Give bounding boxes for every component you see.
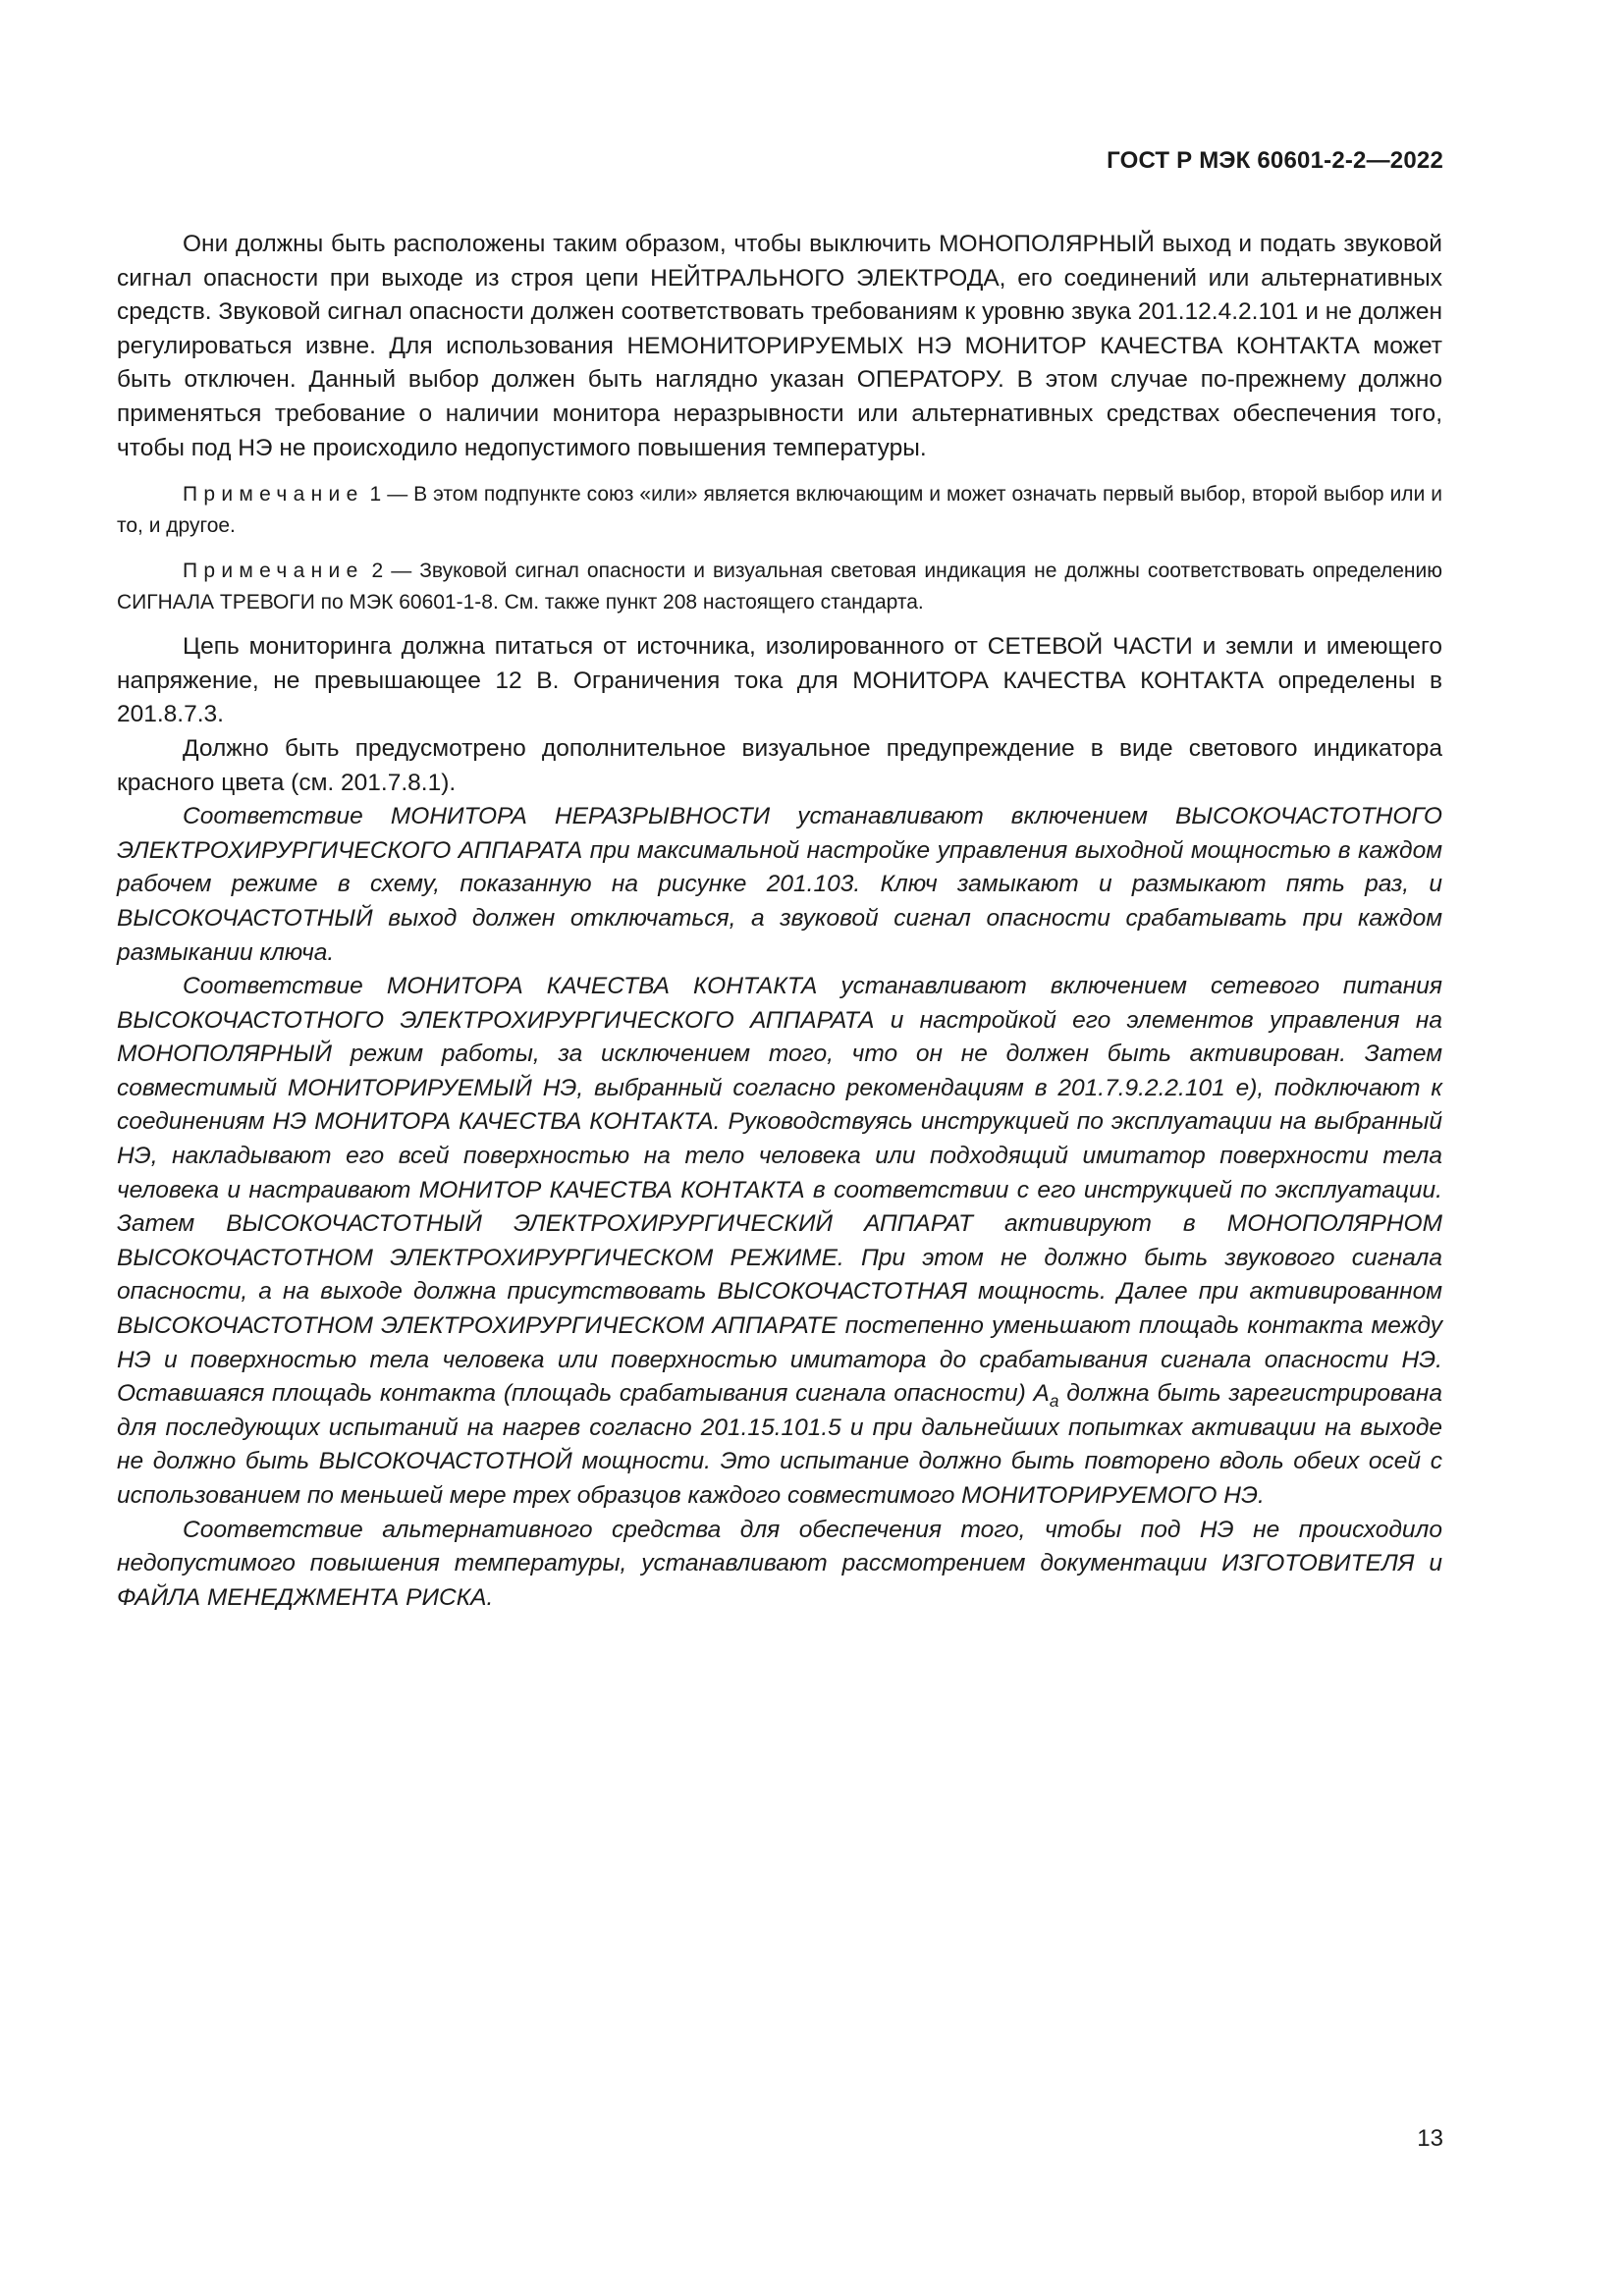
paragraph-monitoring-circuit: Цепь мониторинга должна питаться от источника, изолированного от СЕТЕВОЙ ЧАСТИ и земли и имеющего напряжение, не превышающее 12 В. Ограничения тока для МОНИТОРА КАЧЕСТВА КОНТАКТА определены в 201.8.7.3. (117, 633, 1442, 728)
note-1-label: Примечание (183, 483, 364, 507)
paragraph-contact-quality-compliance (117, 970, 1442, 1514)
contact-quality-text-part2: должна быть зарегистрирована для последующих испытаний на нагрев согласно 201.15.101.5 и при дальнейших попытках активации на выходе не должно быть ВЫСОКОЧАСТОТНОЙ мощности. Это испытание должно быть повторено вдоль обеих осей с использованием по меньшей мере трех образцов каждого совместимого МОНИТОРИРУЕМОГО НЭ. (117, 1380, 1442, 1509)
page-number: 13 (1417, 2125, 1443, 2152)
page-body (117, 228, 1442, 1615)
note-2-label: Примечание (183, 560, 364, 583)
note-2-text: 2 — Звуковой сигнал опасности и визуальная световая индикация не должны соответствовать определению СИГНАЛА ТРЕВОГИ по МЭК 60601-1-8. См. также пункт 208 настоящего стандарта. (117, 560, 1442, 614)
paragraph-visual-warning: Должно быть предусмотрено дополнительное визуальное предупреждение в виде светового индикатора красного цвета (см. 201.7.8.1). (117, 734, 1442, 796)
note-2 (117, 556, 1442, 618)
contact-quality-text-part1: Соответствие МОНИТОРА КАЧЕСТВА КОНТАКТА устанавливают включением сетевого питания ВЫСОКОЧАСТОТНОГО ЭЛЕКТРОХИРУРГИЧЕСКОГО АППАРАТА и настройкой его элементов управления на МОНОПОЛЯРНЫЙ режим работы, за исключением того, что он не должен быть активирован. Затем совместимый МОНИТОРИРУЕМЫЙ НЭ, выбранный согласно рекомендациям в 201.7.9.2.2.101 е), подключают к соединениям НЭ МОНИТОРА КАЧЕСТВА КОНТАКТА. Руководствуясь инструкцией по эксплуатации на выбранный НЭ, накладывают его всей поверхностью на тело человека или подходящий имитатор поверхности тела человека и настраивают МОНИТОР КАЧЕСТВА КОНТАКТА в соответствии с его инструкцией по эксплуатации. Затем ВЫСОКОЧАСТОТНЫЙ ЭЛЕКТРОХИРУРГИЧЕСКИЙ АППАРАТ активируют в МОНОПОЛЯРНОМ ВЫСОКОЧАСТОТНОМ ЭЛЕКТРОХИРУРГИЧЕСКОМ РЕЖИМЕ. При этом не должно быть звукового сигнала опасности, а на выходе должна присутствовать ВЫСОКОЧАСТОТНАЯ мощность. Далее при активированном ВЫСОКОЧАСТОТНОМ ЭЛЕКТРОХИРУРГИЧЕСКОМ АППАРАТЕ постепенно уменьшают площадь контакта между НЭ и поверхностью тела человека или поверхностью имитатора до срабатывания сигнала опасности НЭ. Оставшаяся площадь контакта (площадь срабатывания сигнала опасности) A (117, 973, 1442, 1408)
area-subscript: a (1049, 1391, 1059, 1412)
note-1 (117, 479, 1442, 542)
paragraph-continuity-compliance: Соответствие МОНИТОРА НЕРАЗРЫВНОСТИ устанавливают включением ВЫСОКОЧАСТОТНОГО ЭЛЕКТРОХИРУРГИЧЕСКОГО АППАРАТА при максимальной настройке управления выходной мощностью в каждом рабочем режиме в схему, показанную на рисунке 201.103. Ключ замыкают и размыкают пять раз, и ВЫСОКОЧАСТОТНЫЙ выход должен отключаться, а звуковой сигнал опасности срабатывать при каждом размыкании ключа. (117, 803, 1442, 966)
document-code-header: ГОСТ Р МЭК 60601-2-2—2022 (1107, 147, 1443, 174)
note-1-text: 1 — В этом подпункте союз «или» является включающим и может означать первый выбор, второй выбор или и то, и другое. (117, 483, 1442, 538)
paragraph-monitor-shutdown: Они должны быть расположены таким образом, чтобы выключить МОНОПОЛЯРНЫЙ выход и подать звуковой сигнал опасности при выходе из строя цепи НЕЙТРАЛЬНОГО ЭЛЕКТРОДА, его соединений или альтернативных средств. Звуковой сигнал опасности должен соответствовать требованиям к уровню звука 201.12.4.2.101 и не должен регулироваться извне. Для использования НЕМОНИТОРИРУЕМЫХ НЭ МОНИТОР КАЧЕСТВА КОНТАКТА может быть отключен. Данный выбор должен быть наглядно указан ОПЕРАТОРУ. В этом случае по-прежнему должно применяться требование о наличии монитора неразрывности или альтернативных средствах обеспечения того, чтобы под НЭ не происходило недопустимого повышения температуры. (117, 231, 1442, 461)
paragraph-alternative-means-compliance: Соответствие альтернативного средства для обеспечения того, чтобы под НЭ не происходило недопустимого повышения температуры, устанавливают рассмотрением документации ИЗГОТОВИТЕЛЯ и ФАЙЛА МЕНЕДЖМЕНТА РИСКА. (117, 1516, 1442, 1611)
